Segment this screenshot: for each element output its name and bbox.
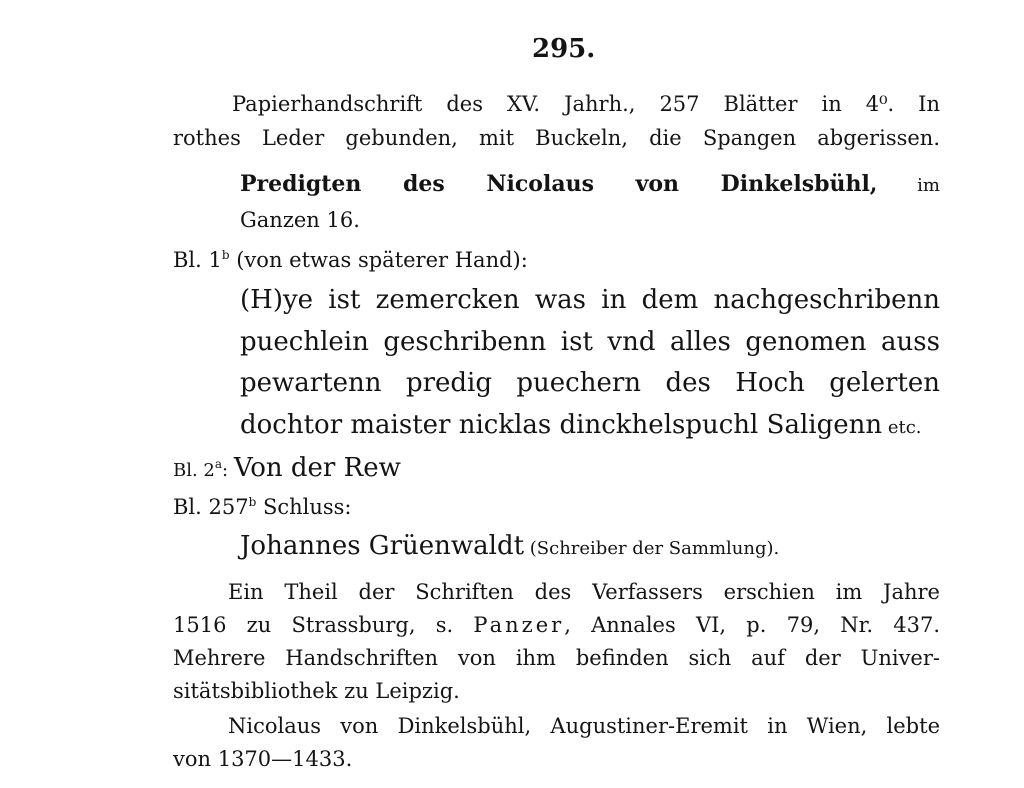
scribe-name: Johannes Grüenwaldt (240, 531, 525, 561)
quote-line-2: puechlein geschribenn ist vnd alles genomen auss (240, 327, 940, 357)
quote-line-4-tail: etc. (882, 417, 922, 438)
para-1-line-2 (173, 612, 940, 638)
entry-3-text: Schluss: (256, 495, 352, 519)
entry-1-note: (von etwas späterer Hand): (229, 248, 528, 272)
entry-2 (173, 452, 401, 487)
para-1-line-2-a: 1516 zu Strassburg, s. (173, 613, 474, 637)
entry-2-sup: a (214, 457, 223, 471)
entry-1 (173, 247, 528, 273)
entry-2-colon: : (222, 460, 234, 481)
entry-2-text: Von der Rew (233, 453, 401, 483)
description-line-2: rothes Leder gebunden, mit Buckeln, die Spangen abgerissen. (173, 126, 940, 150)
para-1-line-4: sitätsbibliothek zu Leipzig. (173, 679, 460, 703)
entry-3-sup: b (248, 495, 257, 509)
para-2-line-2: von 1370—1433. (173, 747, 353, 771)
title-line-1 (240, 170, 940, 200)
title-tail: im (877, 175, 940, 196)
entry-2-label: Bl. 2 (173, 460, 215, 481)
scribe-line (240, 530, 779, 565)
author-name-panzer: Panzer (473, 613, 565, 637)
quote-line-4 (240, 409, 922, 444)
title-line-2: Ganzen 16. (240, 208, 360, 232)
title-main: Predigten des Nicolaus von Dinkelsbühl, (240, 171, 878, 197)
scribe-note: (Schreiber der Sammlung). (524, 538, 780, 559)
quote-line-3: pewartenn predig puechern des Hoch gelerten (240, 368, 940, 398)
quote-line-1: (H)ye ist zemercken was in dem nachgeschribenn (240, 285, 940, 315)
entry-1-sup: b (221, 248, 230, 262)
description-line-1: Papierhandschrift des XV. Jahrh., 257 Blätter in 4⁰. In (232, 92, 940, 116)
entry-3-label: Bl. 257 (173, 495, 249, 519)
entry-3 (173, 494, 352, 520)
entry-1-label: Bl. 1 (173, 248, 222, 272)
para-1-line-2-b: , Annales VI, p. 79, Nr. 437. (564, 613, 941, 637)
page-number: 295. (532, 34, 596, 64)
para-1-line-1: Ein Theil der Schriften des Verfassers erschien im Jahre (228, 580, 940, 604)
para-2-line-1: Nicolaus von Dinkelsbühl, Augustiner-Eremit in Wien, lebte (228, 714, 940, 738)
quote-line-4-text: dochtor maister nicklas dinckhelspuchl Saligenn (240, 410, 883, 440)
para-1-line-3: Mehrere Handschriften von ihm befinden sich auf der Univer- (173, 646, 940, 670)
